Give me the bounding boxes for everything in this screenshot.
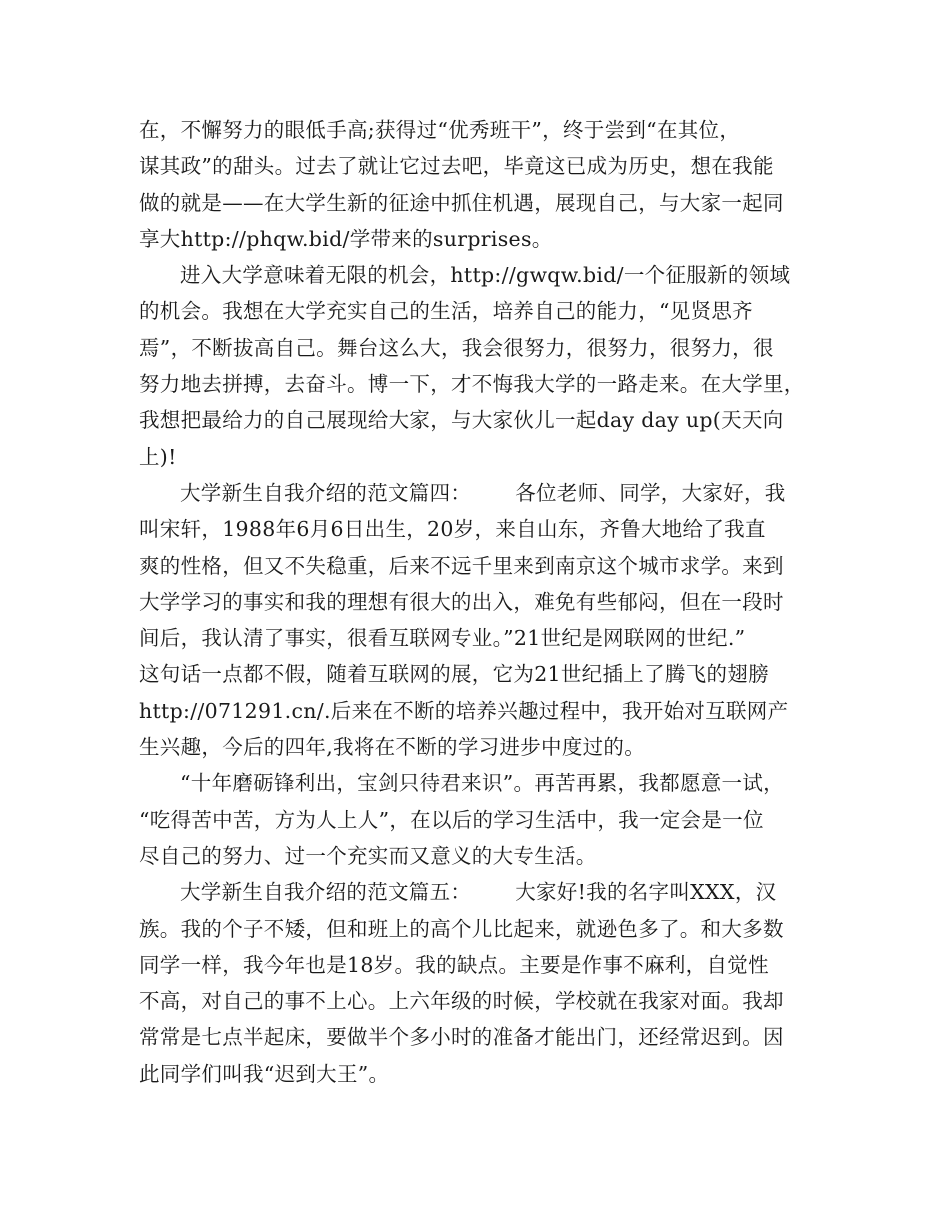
text-line: 进入大学意味着无限的机会，http://gwqw.bid/一个征服新的领域 [180, 263, 791, 288]
text-line: 在，不懈努力的眼低手高;获得过“优秀班干”，终于尝到“在其位， [139, 118, 741, 142]
text-line: 间后，我认清了事实，很看互联网专业。”21世纪是网联网的世纪.” [139, 626, 746, 651]
text-line: 生兴趣，今后的四年,我将在不断的学习进步中度过的。 [139, 735, 646, 760]
text-segment: 各位老师、同学，大家好，我 [515, 480, 786, 505]
text-line: “吃得苦中苦，方为人上人”，在以后的学习生活中，我一定会是一位 [139, 807, 764, 832]
text-line: 爽的性格，但又不失稳重，后来不远千里来到南京这个城市求学。来到 [139, 553, 784, 578]
document-body [139, 112, 819, 1092]
section-heading-line [139, 475, 819, 511]
text-line: 做的就是——在大学生新的征途中抓住机遇，展现自己，与大家一起同 [139, 190, 784, 215]
text-line: 族。我的个子不矮，但和班上的高个儿比起来，就逊色多了。和大多数 [139, 916, 784, 941]
text-segment: 大家好!我的名字叫XXX，汉 [515, 880, 777, 905]
text-line: 我想把最给力的自己展现给大家，与大家伙儿一起day day up(天天向 [139, 408, 784, 433]
section-heading: 大学新生自我介绍的范文篇五： [180, 880, 472, 905]
text-line: 享大http://phqw.bid/学带来的surprises。 [139, 226, 553, 251]
text-line: 上)! [139, 444, 177, 469]
text-line: 大学学习的事实和我的理想有很大的出入，难免有些郁闷，但在一段时 [139, 589, 784, 614]
section-heading: 大学新生自我介绍的范文篇四： [180, 480, 472, 505]
text-line: 谋其政”的甜头。过去了就让它过去吧，毕竟这已成为历史，想在我能 [139, 154, 774, 179]
text-line: 焉”，不断拔高自己。舞台这么大，我会很努力，很努力，很努力，很 [139, 335, 774, 360]
text-line: “十年磨砺锋利出，宝剑只待君来识”。再苦再累，我都愿意一试， [180, 771, 784, 796]
text-line: http://071291.cn/.后来在不断的培养兴趣过程中，我开始对互联网产 [139, 698, 789, 723]
text-line: 这句话一点都不假，随着互联网的展，它为21世纪插上了腾飞的翅膀 [139, 662, 769, 687]
text-line: 常常是七点半起床，要做半个多小时的准备才能出门，还经常迟到。因 [139, 1025, 784, 1050]
text-line: 的机会。我想在大学充实自己的生活，培养自己的能力，“见贤思齐 [139, 299, 753, 324]
text-line: 此同学们叫我“迟到大王”。 [139, 1061, 390, 1086]
section-heading-line [139, 874, 819, 910]
text-line: 叫宋轩，1988年6月6日出生，20岁，来自山东，齐鲁大地给了我直 [139, 517, 766, 542]
text-line: 尽自己的努力、过一个充实而又意义的大专生活。 [139, 843, 597, 868]
text-line: 不高，对自己的事不上心。上六年级的时候，学校就在我家对面。我却 [139, 989, 784, 1014]
text-line: 努力地去拼搏，去奋斗。博一下，才不悔我大学的一路走来。在大学里， [139, 372, 805, 397]
text-line: 同学一样，我今年也是18岁。我的缺点。主要是作事不麻利，自觉性 [139, 952, 769, 977]
